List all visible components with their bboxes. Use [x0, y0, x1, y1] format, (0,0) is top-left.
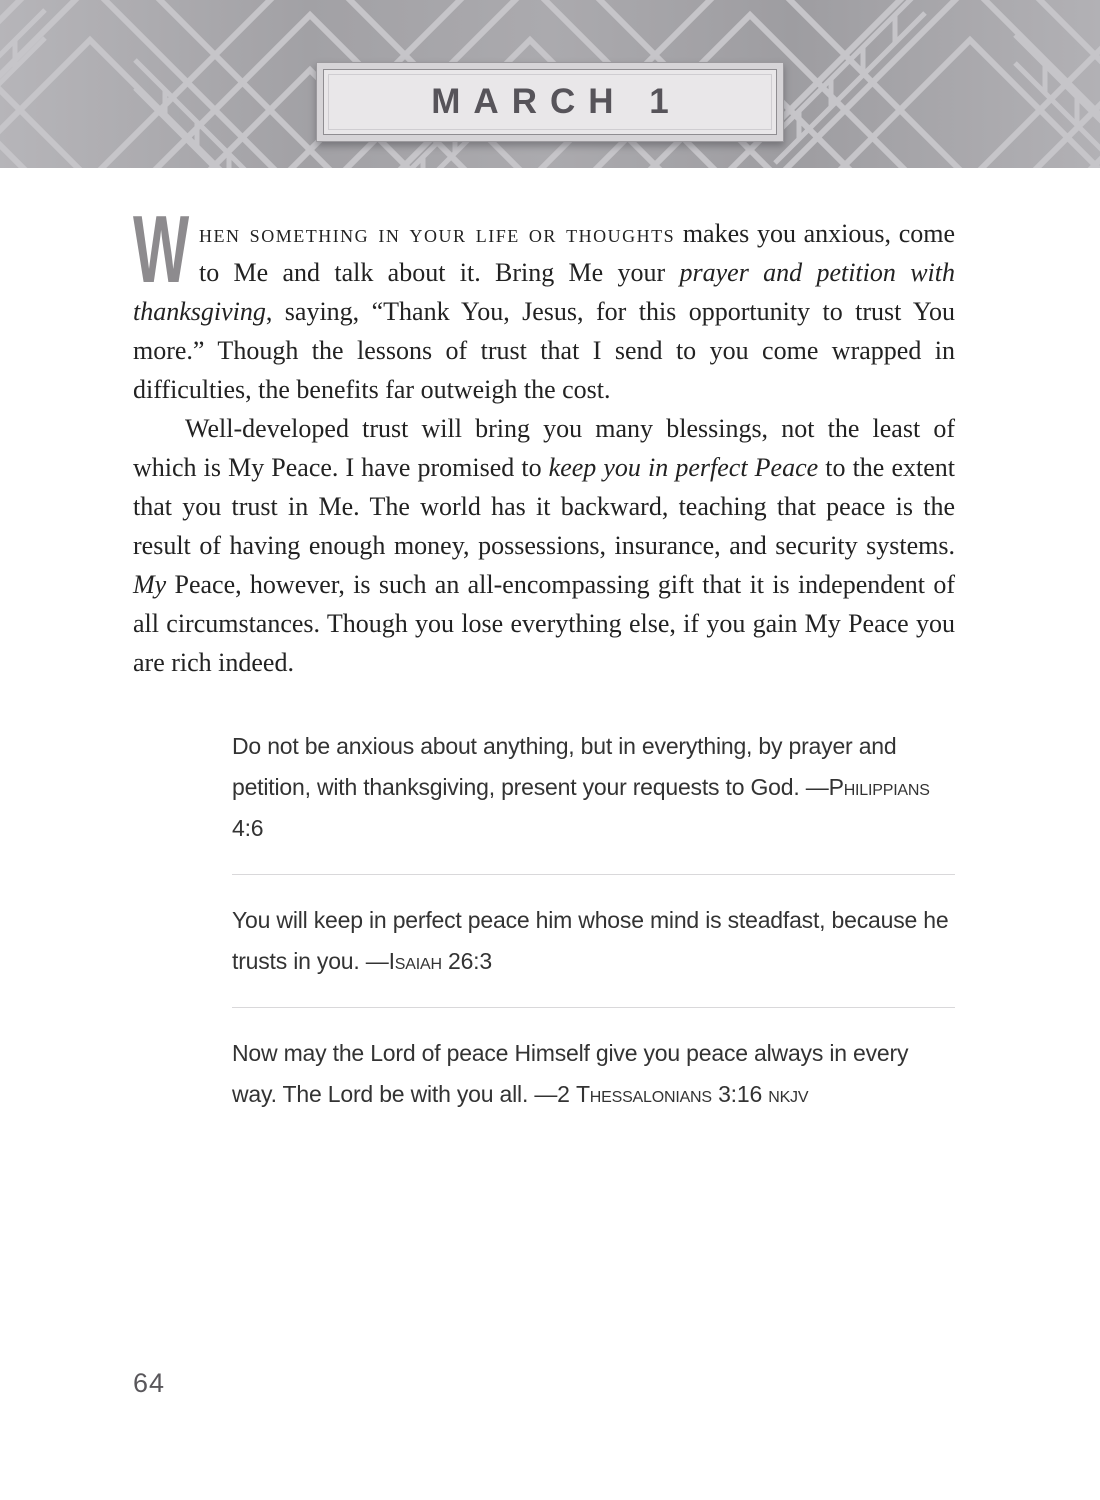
scripture-quote-thessalonians	[232, 1007, 955, 1140]
date-plate-frame	[323, 69, 777, 135]
page-header-banner	[0, 0, 1100, 168]
devotional-paragraph-1	[133, 196, 956, 409]
scripture-quote-philippians	[232, 726, 955, 874]
date-plate-panel	[328, 74, 772, 130]
scripture-text: Now may the Lord of peace Himself give you peace always in every way. The Lord be with you all. —2 Thessalonians 3:16 nkjv	[232, 1040, 909, 1107]
lead-in-smallcaps: hen something in your life or thoughts	[199, 219, 676, 248]
page-number: 64	[133, 1368, 166, 1398]
scripture-section	[232, 726, 955, 1140]
page-title: MARCH 1	[431, 82, 682, 121]
paragraph-text: Well-developed trust will bring you many blessings, not the least of which is My Peace. I have promised to keep you in perfect Peace to the extent that you trust in Me. The world has it backward, teaching that peace is the result of having enough money, possessions, insurance, and security systems. My Peace, however, is such an all-encompassing gift that it is independent of all circumstances. Though you lose everything else, if you gain My Peace you are rich indeed.	[133, 414, 955, 677]
scripture-text: You will keep in perfect peace him whose mind is steadfast, because he trusts in you. —Isaiah 26:3	[232, 907, 949, 974]
paragraph-text: makes you anxious, come to Me and talk about it. Bring Me your prayer and petition with thanksgiving, saying, “Thank You, Jesus, for this opportunity to trust You more.” Though the lessons of trust that I send to you come wrapped in difficulties, the benefits far outweigh the cost.	[133, 219, 956, 404]
drop-cap: W	[133, 196, 190, 303]
devotional-content	[0, 196, 1100, 1140]
devotional-paragraph-2	[133, 409, 955, 682]
scripture-text: Do not be anxious about anything, but in everything, by prayer and petition, with thanksgiving, present your requests to God. —Philippians 4:6	[232, 733, 930, 841]
scripture-quote-isaiah	[232, 874, 955, 1007]
date-plate	[316, 62, 784, 142]
